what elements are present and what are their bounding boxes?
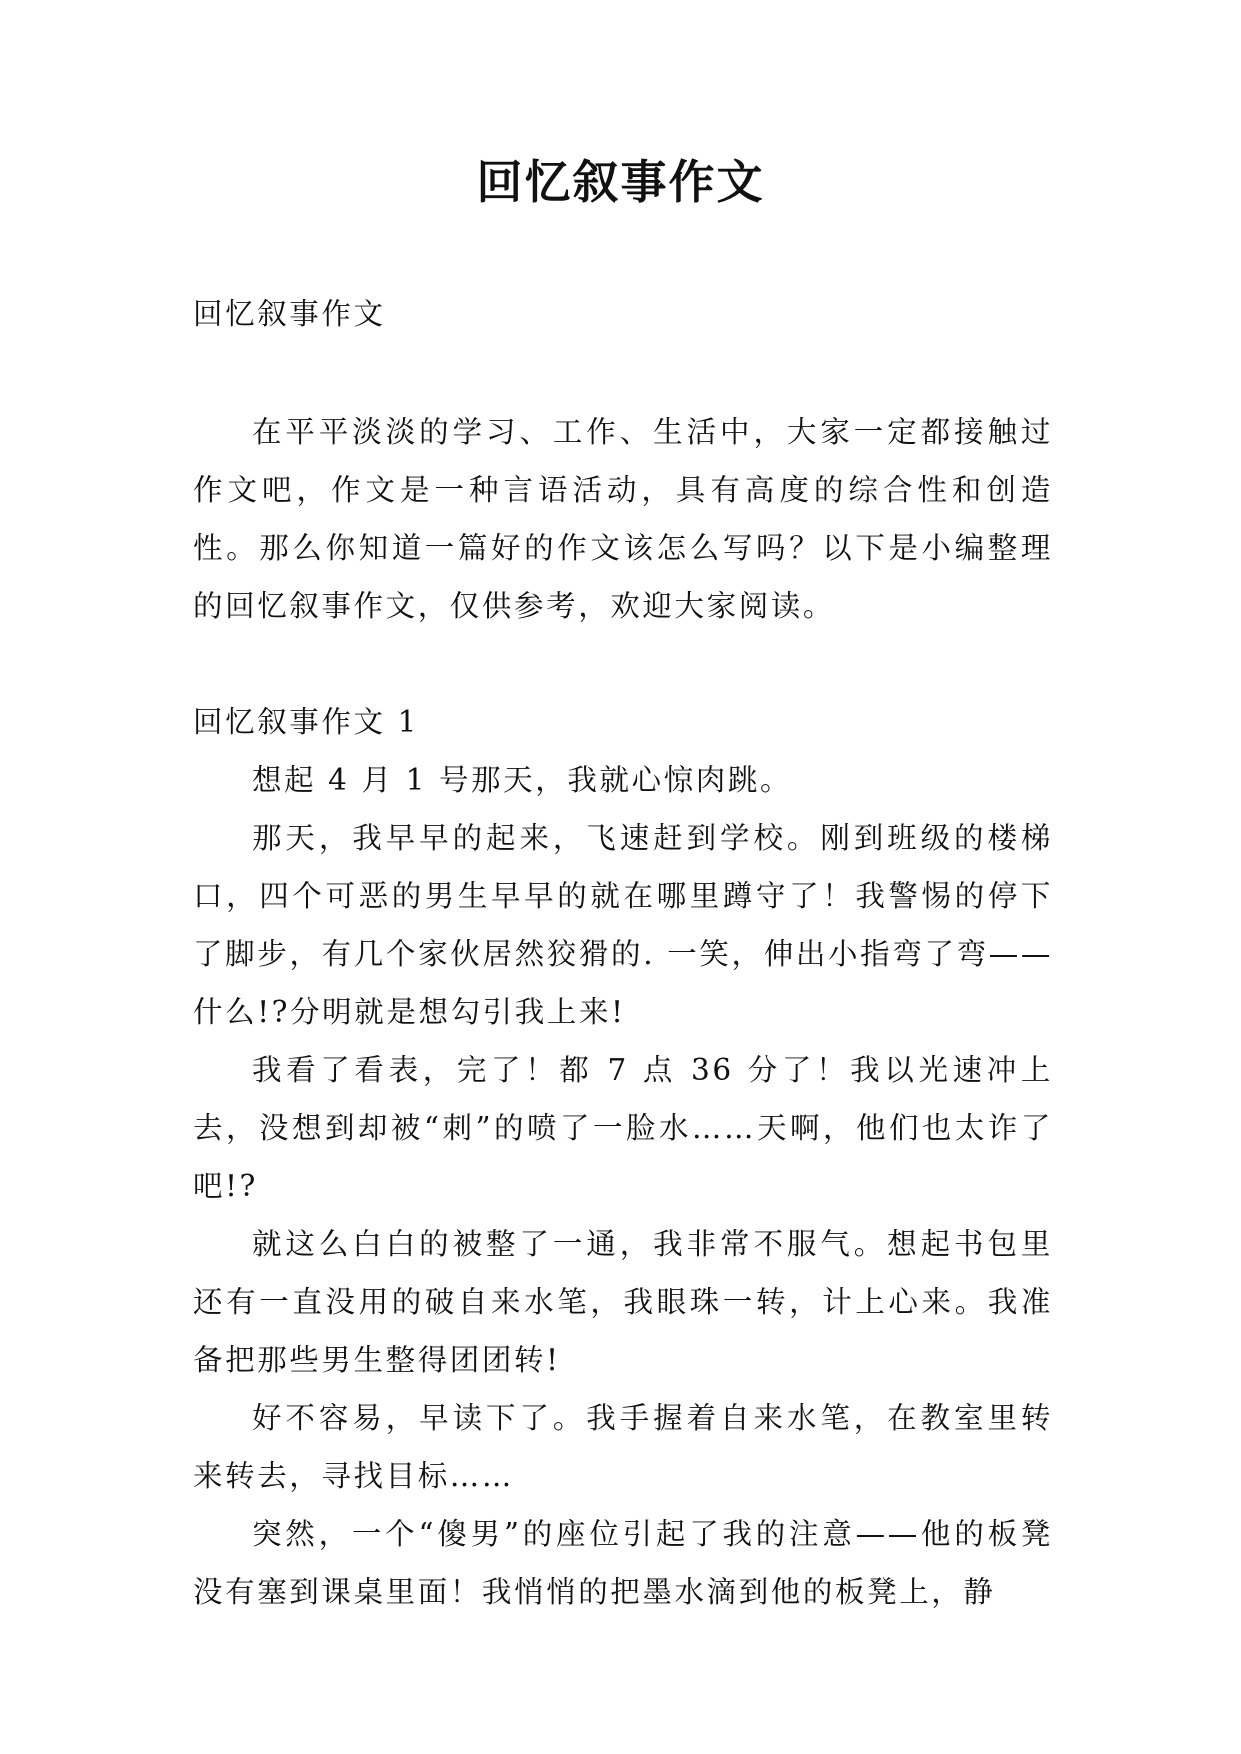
intro-paragraph: 在平平淡淡的学习、工作、生活中，大家一定都接触过作文吧，作文是一种言语活动，具有高度的综合性和创造性。那么你知道一篇好的作文该怎么写吗？以下是小编整理的回忆叙事作文，仅供参考，欢迎大家阅读。: [193, 415, 1053, 623]
body-paragraph: 我看了看表，完了！都 7 点 36 分了！我以光速冲上去，没想到却被“刺”的喷了一脸水……天啊，他们也太诈了吧!?: [193, 1053, 1053, 1203]
document-body: [193, 285, 1053, 1621]
body-paragraph: 就这么白白的被整了一通，我非常不服气。想起书包里还有一直没用的破自来水笔，我眼珠一转，计上心来。我准备把那些男生整得团团转!: [193, 1227, 1053, 1377]
document-title: 回忆叙事作文: [476, 155, 765, 209]
document-subtitle: 回忆叙事作文: [193, 297, 386, 331]
body-paragraph: 突然，一个“傻男”的座位引起了我的注意——他的板凳没有塞到课桌里面！我悄悄的把墨水滴到他的板凳上，静: [193, 1517, 1053, 1609]
body-paragraph: 那天，我早早的起来，飞速赶到学校。刚到班级的楼梯口，四个可恶的男生早早的就在哪里蹲守了！我警惕的停下了脚步，有几个家伙居然狡猾的. 一笑，伸出小指弯了弯——什么!?分明就是想勾引我上来!: [193, 821, 1053, 1029]
body-paragraph: 想起 4 月 1 号那天，我就心惊肉跳。: [252, 763, 793, 797]
body-paragraph: 好不容易，早读下了。我手握着自来水笔，在教室里转来转去，寻找目标……: [193, 1401, 1053, 1493]
section-heading: 回忆叙事作文 1: [193, 705, 419, 739]
